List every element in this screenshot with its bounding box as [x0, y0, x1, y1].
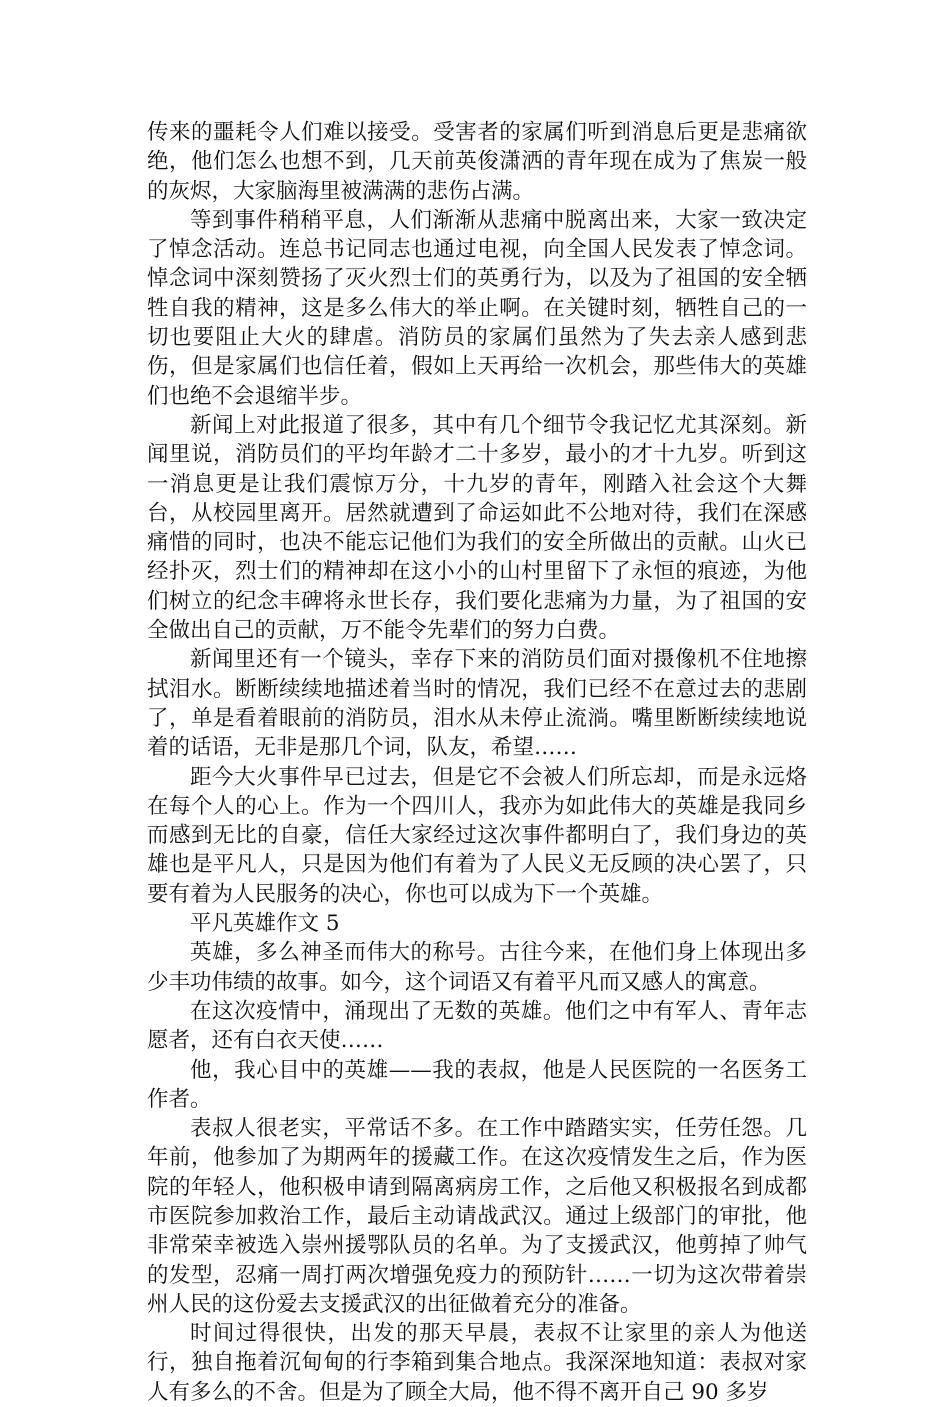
paragraph-5: 距今大火事件早已过去，但是它不会被人们所忘却，而是永远烙在每个人的心上。作为一个四川人，我亦为如此伟大的英雄是我同乡而感到无比的自豪，信任大家经过这次事件都明白了，我们身边的英雄也是平凡人，只是因为他们有着为了人民义无反顾的决心罢了，只要有着为人民服务的决心，你也可以成为下一个英雄。 — [147, 764, 807, 907]
paragraph-2: 等到事件稍稍平息，人们渐渐从悲痛中脱离出来，大家一致决定了悼念活动。连总书记同志也通过电视，向全国人民发表了悼念词。悼念词中深刻赞扬了灭火烈士们的英勇行为，以及为了祖国的安全牺牲自我的精神，这是多么伟大的举止啊。在关键时刻，牺牲自己的一切也要阻止大火的肆虐。消防员的家属们虽然为了失去亲人感到悲伤，但是家属们也信任着，假如上天再给一次机会，那些伟大的英雄们也绝不会退缩半步。 — [147, 207, 807, 409]
paragraph-3: 新闻上对此报道了很多，其中有几个细节令我记忆尤其深刻。新闻里说，消防员们的平均年龄才二十多岁，最小的才十九岁。听到这一消息更是让我们震惊万分，十九岁的青年，刚踏入社会这个大舞台，从校园里离开。居然就遭到了命运如此不公地对待，我们在深感痛惜的同时，也决不能忘记他们为我们的安全所做出的贡献。山火已经扑灭，烈士们的精神却在这小小的山村里留下了永恒的痕迹，为他们树立的纪念丰碑将永世长存，我们要化悲痛为力量，为了祖国的安全做出自己的贡献，万不能令先辈们的努力白费。 — [147, 412, 807, 644]
paragraph-8: 他，我心目中的英雄——我的表叔，他是人民医院的一名医务工作者。 — [147, 1057, 807, 1112]
paragraph-9: 表叔人很老实，平常话不多。在工作中踏踏实实，任劳任怨。几年前，他参加了为期两年的援藏工作。在这次疫情发生之后，作为医院的年轻人，他积极申请到隔离病房工作，之后他又积极报名到成都市医院参加救治工作，最后主动请战武汉。通过上级部门的审批，他非常荣幸被选入崇州援鄂队员的名单。为了支援武汉，他剪掉了帅气的发型，忍痛一周打两次增强免疫力的预防针……一切为这次带着崇州人民的这份爱去支援武汉的出征做着充分的准备。 — [147, 1116, 807, 1317]
paragraph-4: 新闻里还有一个镜头，幸存下来的消防员们面对摄像机不住地擦拭泪水。断断续续地描述着当时的情况，我们已经不在意过去的悲剧了，单是看着眼前的消防员，泪水从未停止流淌。嘴里断断续续地说着的话语，无非是那几个词，队友，希望…… — [147, 647, 807, 761]
section-heading: 平凡英雄作文 5 — [190, 911, 340, 937]
paragraph-6: 英雄，多么神圣而伟大的称号。古往今来，在他们身上体现出多少丰功伟绩的故事。如今，这个词语又有着平凡而又感人的寓意。 — [147, 940, 807, 995]
paragraph-1: 传来的噩耗令人们难以接受。受害者的家属们听到消息后更是悲痛欲绝，他们怎么也想不到，几天前英俊潇洒的青年现在成为了焦炭一般的灰烬，大家脑海里被满满的悲伤占满。 — [147, 120, 807, 204]
paragraph-10: 时间过得很快，出发的那天早晨，表叔不让家里的亲人为他送行，独自拖着沉甸甸的行李箱到集合地点。我深深地知道：表叔对家人有多么的不舍。但是为了顾全大局，他不得不离开自己 90 多岁 — [147, 1321, 807, 1405]
paragraph-7: 在这次疫情中，涌现出了无数的英雄。他们之中有军人、青年志愿者，还有白衣天使…… — [147, 998, 807, 1054]
document-page — [147, 118, 807, 1407]
